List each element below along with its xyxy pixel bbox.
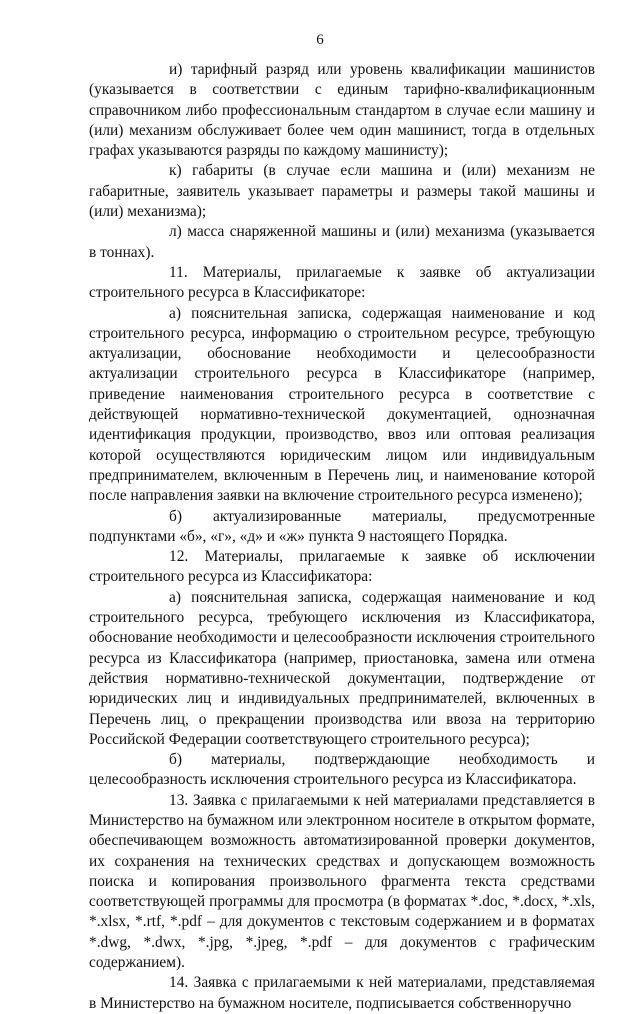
paragraph-label: 11.	[169, 263, 188, 281]
paragraph-label: а)	[169, 588, 181, 606]
paragraph-label: 12.	[169, 548, 189, 566]
paragraph-label: л)	[169, 223, 182, 241]
paragraph-12	[89, 547, 595, 588]
paragraph-text: Заявка с прилагаемыми к ней материалами представляется в Министерство на бумажном или электронном носителе в открытом формате, обеспечивающем возможность автоматизированной проверки документов, их сохранения на технических средствах и допускающем возможность поиска и копирования произвольного фрагмента текста средствами соответствующей программы для просмотра (в форматах *.doc, *.docx, *.xls, *.xlsx, *.rtf, *.pdf – для документов с текстовым содержанием и в форматах *.dwg, *.dwx, *.jpg, *.jpeg, *.pdf – для документов с графическим содержанием).	[89, 791, 595, 972]
paragraph-label: а)	[169, 304, 181, 322]
paragraph-text: актуализированные материалы, предусмотренные подпунктами «б», «г», «д» и «ж» пункта 9 настоящего Порядка.	[89, 507, 595, 545]
paragraph-label: 13.	[169, 791, 189, 809]
paragraph-text: пояснительная записка, содержащая наименование и код строительного ресурса, требующего исключения из Классификатора, обоснование необходимости и целесообразности исключения строительного ресурса из Классификатора (например, приостановка, замена или отмена действия нормативно-технической документации, подтверждение от юридических лиц и индивидуальных предпринимателей, включенных в Перечень лиц, о прекращении производства или ввоза на территорию Российской Федерации соответствующего строительного ресурса);	[89, 588, 595, 748]
paragraph-label: б)	[169, 751, 182, 769]
paragraph-label: 14.	[169, 974, 189, 992]
paragraph-text: Материалы, прилагаемые к заявке об исключении строительного ресурса из Классификатора:	[89, 548, 595, 586]
paragraph-label: и)	[169, 61, 183, 78]
paragraph-label: к)	[169, 162, 182, 180]
paragraph-text: пояснительная записка, содержащая наименование и код строительного ресурса, информацию о строительном ресурсе, требующую актуализации, обоснование необходимости и целесообразности актуализации строительного ресурса в Классификаторе (например, приведение наименования строительного ресурса в соответствие с действующей нормативно-технической документацией, однозначная идентификация продукции, производство, ввоз или оптовая реализация которой осуществляются юридическим лицом или индивидуальным предпринимателем, включенным в Перечень лиц, и наименование которой после направления заявки на включение строительного ресурса изменено);	[89, 304, 595, 505]
paragraph-text: габариты (в случае если машина и (или) механизм не габаритные, заявитель указывает параметры и размеры такой машины и (или) механизма);	[89, 162, 596, 221]
paragraph-text: масса снаряженной машины и (или) механизма (указывается в тоннах).	[89, 223, 595, 261]
document-body	[89, 60, 595, 1014]
paragraph-12-a	[89, 588, 595, 750]
paragraph-label: б)	[169, 507, 182, 525]
paragraph-text: тарифный разряд или уровень квалификации машинистов (указывается в соответствии с единым тарифно-квалификационным справочником либо профессиональным стандартом в случае если машину и (или) механизм обслуживает более чем один машинист, тогда в отдельных графах указываются разряды по каждому машинисту);	[89, 61, 595, 160]
paragraph-text: материалы, подтверждающие необходимость и целесообразность исключения строительного ресурса из Классификатора.	[89, 751, 595, 789]
paragraph-i	[89, 60, 595, 161]
paragraph-l	[89, 222, 595, 263]
paragraph-11-b	[89, 507, 595, 548]
paragraph-text: Материалы, прилагаемые к заявке об актуализации строительного ресурса в Классификаторе:	[89, 263, 595, 302]
paragraph-11-a	[89, 304, 595, 507]
paragraph-k	[89, 161, 595, 222]
paragraph-11	[89, 263, 595, 304]
paragraph-13	[89, 791, 595, 974]
page-number: 6	[316, 32, 324, 48]
paragraph-text: Заявка с прилагаемыми к ней материалами, представляемая в Министерство на бумажном носителе, подписывается собственноручно	[89, 974, 595, 1012]
paragraph-12-b	[89, 750, 595, 791]
paragraph-14	[89, 973, 595, 1014]
